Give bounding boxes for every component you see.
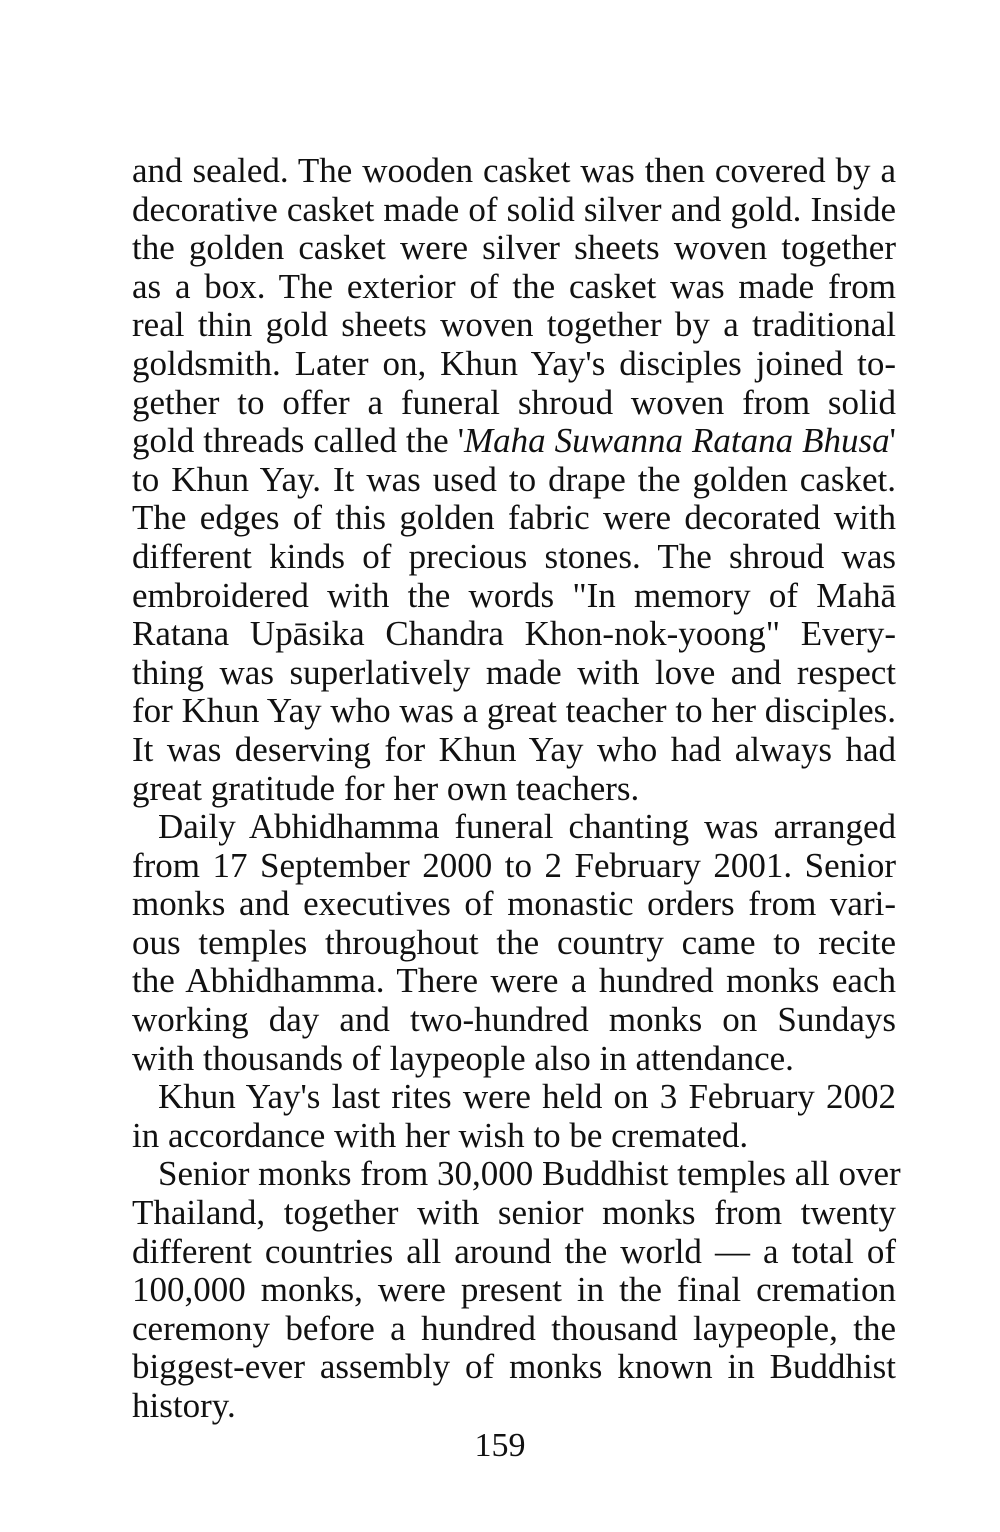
text-line: the Abhidhamma. There were a hundred monks each xyxy=(132,961,896,1001)
text-line: Daily Abhidhamma funeral chanting was arranged xyxy=(158,807,896,847)
text-line: goldsmith. Later on, Khun Yay's disciples joined to- xyxy=(132,343,896,383)
paragraph-3 xyxy=(132,1078,896,1155)
text-segment: gold threads called the ' xyxy=(132,421,464,461)
text-line: biggest-ever assembly of monks known in Buddhist xyxy=(132,1347,896,1387)
paragraph-1 xyxy=(132,152,896,808)
text-line: in accordance with her wish to be cremated. xyxy=(132,1115,749,1155)
text-line: It was deserving for Khun Yay who had always had xyxy=(132,729,896,769)
text-line-with-italic-title xyxy=(132,422,896,461)
text-line: monks and executives of monastic orders from vari- xyxy=(132,884,896,924)
text-line: different kinds of precious stones. The shroud was xyxy=(132,536,896,576)
text-line: great gratitude for her own teachers. xyxy=(132,768,640,808)
text-line: real thin gold sheets woven together by a traditional xyxy=(132,305,896,345)
text-line: Khun Yay's last rites were held on 3 February 2002 xyxy=(158,1077,896,1117)
text-line: different countries all around the world — a total of xyxy=(132,1231,896,1271)
page-number: 159 xyxy=(474,1427,526,1464)
text-line: the golden casket were silver sheets woven together xyxy=(132,228,896,268)
text-line: Thailand, together with senior monks from twenty xyxy=(132,1193,896,1233)
text-line: from 17 September 2000 to 2 February 2001. Senior xyxy=(132,845,896,885)
text-line: working day and two-hundred monks on Sundays xyxy=(132,1000,896,1040)
text-line: ous temples throughout the country came to recite xyxy=(132,922,896,962)
shroud-name: Maha Suwanna Ratana Bhusa xyxy=(464,421,890,461)
text-segment: ' xyxy=(889,421,896,461)
text-line: and sealed. The wooden casket was then covered by a xyxy=(132,151,896,190)
text-line: to Khun Yay. It was used to drape the golden casket. xyxy=(132,459,896,499)
text-line: ceremony before a hundred thousand laypeople, the xyxy=(132,1308,896,1348)
text-line: embroidered with the words "In memory of Mahā xyxy=(132,575,896,615)
text-line: The edges of this golden fabric were decorated with xyxy=(132,498,896,538)
text-line: as a box. The exterior of the casket was made from xyxy=(132,266,896,306)
text-line: decorative casket made of solid silver and gold. Inside xyxy=(132,189,896,229)
text-line: gether to offer a funeral shroud woven from solid xyxy=(132,382,896,422)
paragraph-2 xyxy=(132,808,896,1078)
text-line: 100,000 monks, were present in the final cremation xyxy=(132,1270,896,1310)
text-line: Ratana Upāsika Chandra Khon-nok-yoong" Every- xyxy=(132,614,896,654)
text-line: history. xyxy=(132,1386,236,1425)
paragraph-4 xyxy=(132,1154,901,1425)
text-line: Senior monks from 30,000 Buddhist temples all over xyxy=(158,1154,901,1194)
text-line: with thousands of laypeople also in attendance. xyxy=(132,1038,794,1078)
text-line: thing was superlatively made with love and respect xyxy=(132,652,896,692)
page-body xyxy=(132,151,901,1426)
text-line: for Khun Yay who was a great teacher to her disciples. xyxy=(132,691,896,731)
